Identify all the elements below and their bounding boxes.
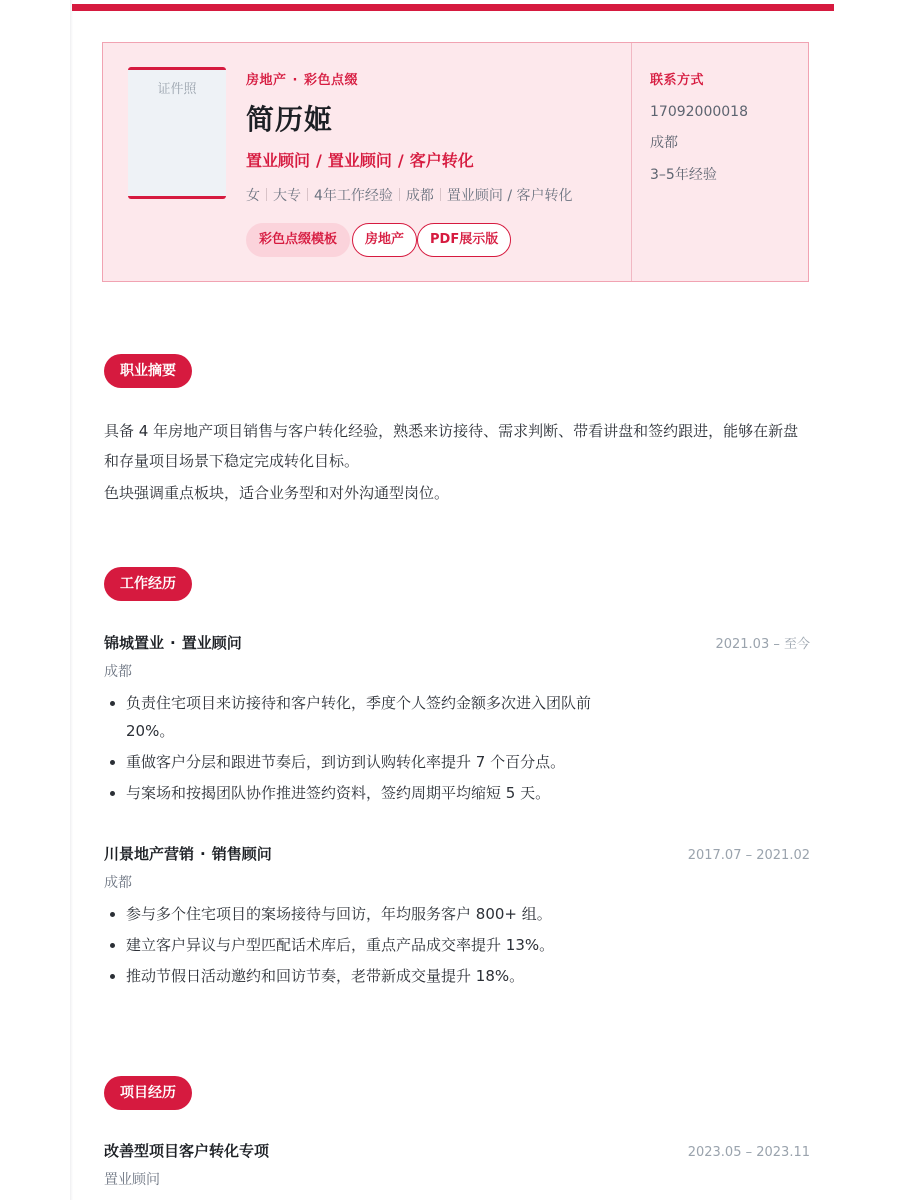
tag-template: 彩色点缀模板 (246, 223, 350, 257)
header-main (103, 43, 632, 281)
personal-meta (246, 185, 621, 205)
entry-header (104, 843, 810, 864)
company-name: 锦城置业 (104, 634, 165, 652)
entry-date: 2017.07 – 2021.02 (687, 848, 810, 863)
meta-education: 大专 (273, 188, 301, 204)
industry-text: 房地产 (246, 73, 287, 88)
contact-experience: 3–5年经验 (650, 167, 717, 183)
bullet-item: 推动节假日活动邀约和回访节奏，老带新成交量提升 18%。 (104, 962, 644, 990)
entry-title: 锦城置业 · 置业顾问 (104, 634, 242, 652)
work-entry (104, 843, 810, 993)
entry-location: 成都 (104, 875, 132, 891)
page-edge (70, 0, 73, 1200)
role-item: 置业顾问 (327, 151, 392, 170)
role-item: 客户转化 (409, 151, 474, 170)
work-entry (104, 632, 810, 810)
contact-phone: 17092000018 (650, 104, 748, 120)
tag-industry: 房地产 (352, 223, 417, 257)
top-accent-bar (72, 4, 834, 11)
template-style-text: 彩色点缀 (303, 73, 358, 88)
project-role: 置业顾问 (104, 1172, 160, 1188)
candidate-name: 简历姬 (246, 103, 334, 136)
section-title-projects: 项目经历 (104, 1076, 192, 1110)
bullet-list (104, 900, 644, 990)
bullet-item: 与案场和按揭团队协作推进签约资料，签约周期平均缩短 5 天。 (104, 779, 644, 807)
bullet-item: 建立客户异议与户型匹配话术库后，重点产品成交率提升 13%。 (104, 931, 644, 959)
project-entry (104, 1140, 810, 1189)
meta-experience: 4年工作经验 (314, 188, 393, 204)
section-title-work: 工作经历 (104, 567, 192, 601)
meta-gender: 女 (246, 188, 260, 204)
id-photo-placeholder (128, 67, 226, 199)
role-item: 置业顾问 (246, 151, 311, 170)
company-name: 川景地产营销 (104, 845, 195, 863)
tag-list (246, 223, 621, 257)
industry-line: 房地产 · 彩色点缀 (246, 73, 358, 88)
summary-text (104, 416, 810, 508)
project-name: 改善型项目客户转化专项 (104, 1142, 270, 1160)
meta-city: 成都 (405, 188, 434, 204)
job-position: 销售顾问 (211, 845, 272, 863)
summary-paragraph: 色块强调重点板块，适合业务型和对外沟通型岗位。 (104, 484, 450, 502)
meta-roles: 置业顾问 / 客户转化 (446, 188, 573, 204)
section-title-summary: 职业摘要 (104, 354, 192, 388)
entry-date: 2021.03 – 至今 (715, 637, 810, 652)
bullet-item: 负责住宅项目来访接待和客户转化，季度个人签约金额多次进入团队前 20%。 (104, 689, 644, 745)
entry-header (104, 632, 810, 653)
entry-location: 成都 (104, 664, 132, 680)
bullet-item: 重做客户分层和跟进节奏后，到访到认购转化率提升 7 个百分点。 (104, 748, 644, 776)
entry-title: 川景地产营销 · 销售顾问 (104, 845, 272, 863)
contact-title: 联系方式 (650, 73, 705, 88)
bullet-item: 参与多个住宅项目的案场接待与回访，年均服务客户 800+ 组。 (104, 900, 644, 928)
summary-paragraph: 具备 4 年房地产项目销售与客户转化经验，熟悉来访接待、需求判断、带看讲盘和签约跟进，能够在新盘和存量项目场景下稳定完成转化目标。 (104, 422, 799, 470)
header-card (102, 42, 809, 282)
header-info (246, 69, 621, 257)
contact-city: 成都 (650, 135, 678, 151)
target-roles: 置业顾问 / 置业顾问 / 客户转化 (246, 151, 474, 170)
job-position: 置业顾问 (181, 634, 242, 652)
contact-panel (632, 43, 808, 281)
photo-label: 证件照 (157, 82, 197, 97)
entry-date: 2023.05 – 2023.11 (687, 1145, 810, 1160)
bullet-list (104, 689, 644, 807)
tag-pdf: PDF展示版 (417, 223, 511, 257)
entry-header (104, 1140, 810, 1161)
